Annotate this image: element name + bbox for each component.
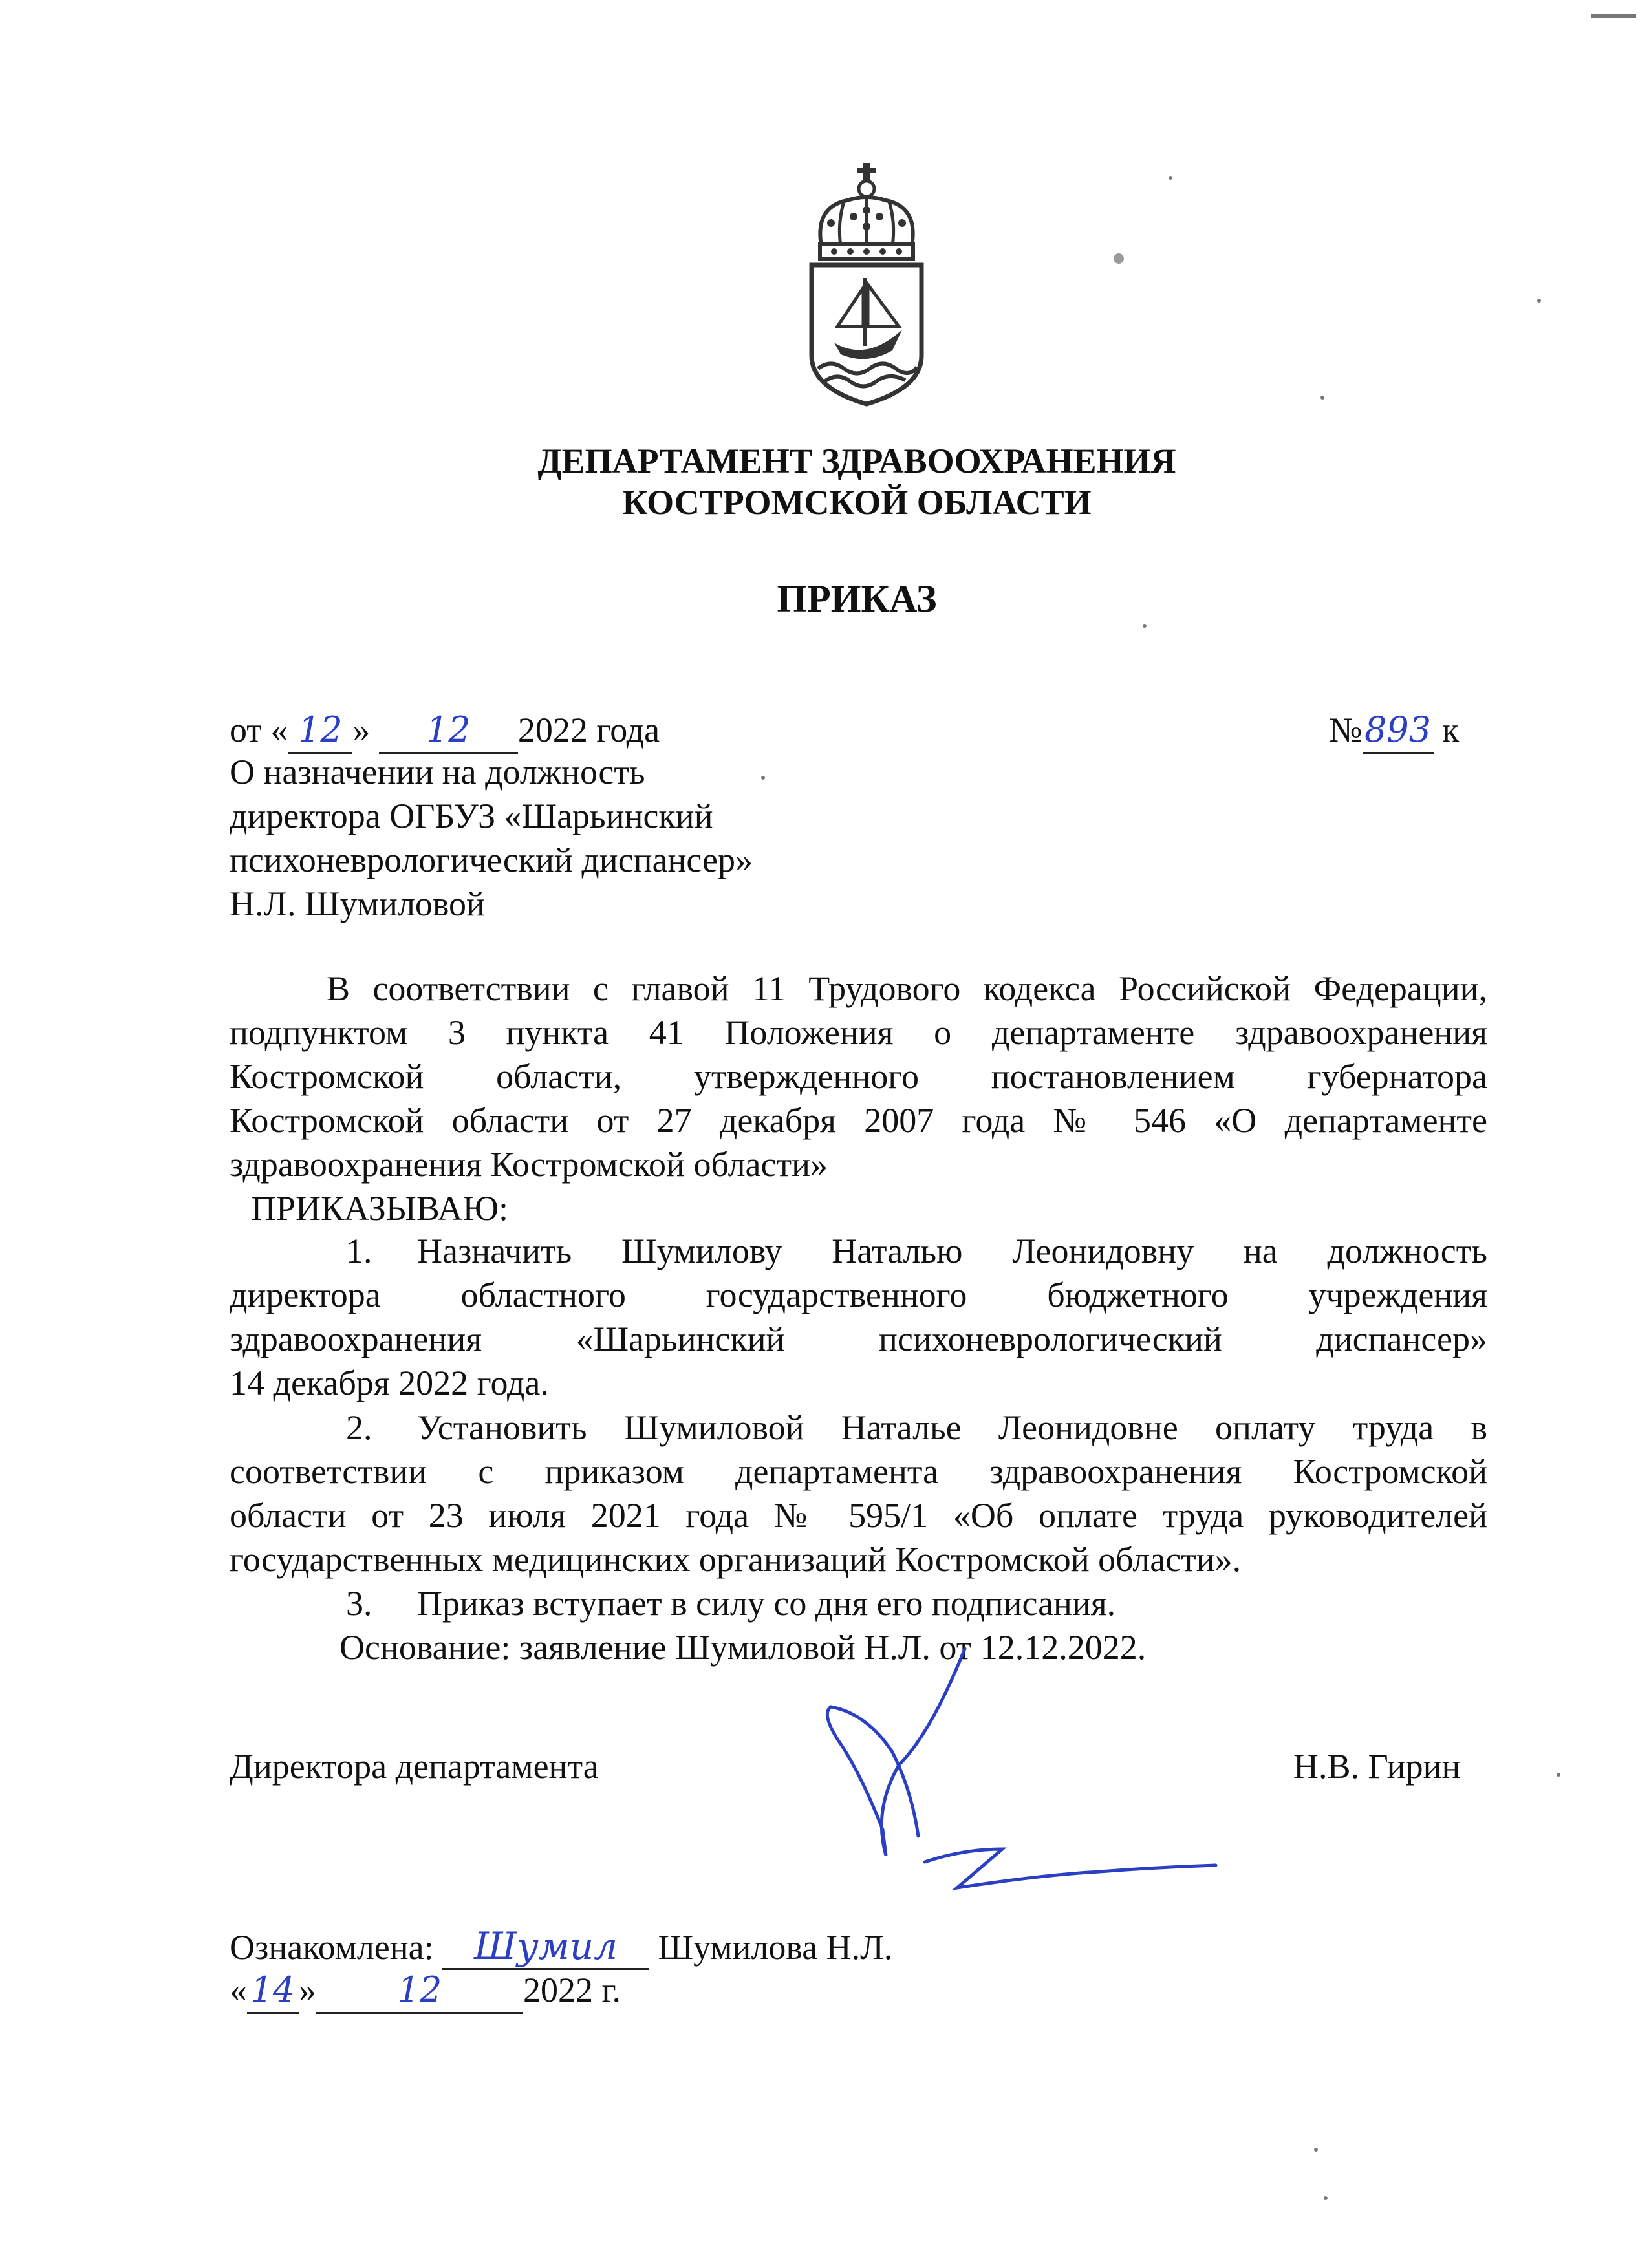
subject-line: О назначении на должность	[230, 753, 645, 791]
item-line: директора областного государственного бюджетного учреждения	[230, 1276, 1487, 1314]
number-suffix: к	[1442, 711, 1460, 749]
document-title: ПРИКАЗ	[777, 577, 937, 620]
item-line: области от 23 июля 2021 года № 595/1 «Об оплате труда руководителей	[230, 1496, 1487, 1535]
ack-year: 2022 г.	[523, 1971, 621, 2009]
ack-signature: Шумил	[442, 1924, 649, 1970]
item-line: соответствии с приказом департамента здравоохранения Костромской	[230, 1452, 1487, 1491]
signatory-position: Директора департамента	[230, 1747, 599, 1786]
order-word: ПРИКАЗЫВАЮ:	[251, 1189, 508, 1228]
date-year: 2022 года	[517, 711, 660, 749]
subject-line: Н.Л. Шумиловой	[230, 884, 485, 923]
department-name-line1: ДЕПАРТАМЕНТ ЗДРАВООХРАНЕНИЯ	[537, 442, 1176, 480]
subject-line: директора ОГБУЗ «Шарьинский	[230, 797, 713, 835]
item-line: государственных медицинских организаций Костромской области».	[230, 1540, 1242, 1579]
preamble-line: Костромской области от 27 декабря 2007 года № 546 «О департаменте	[230, 1101, 1487, 1140]
ack-date: « 14 » 12 2022 г.	[230, 1968, 621, 2014]
item-number: 2.	[346, 1408, 372, 1447]
ack-day: 14	[247, 1968, 299, 2014]
ack-month: 12	[316, 1968, 523, 2014]
item-line: Приказ вступает в силу со дня его подписания.	[417, 1584, 1116, 1623]
number-prefix: №	[1329, 711, 1363, 749]
department-name-line2: КОСТРОМСКОЙ ОБЛАСТИ	[622, 483, 1092, 522]
preamble-line: В соответствии с главой 11 Трудового кодекса Российской Федерации,	[327, 969, 1487, 1008]
date-month: 12	[379, 708, 518, 754]
item-line: здравоохранения «Шарьинский психоневрологический диспансер»	[230, 1320, 1487, 1358]
order-basis: Основание: заявление Шумиловой Н.Л. от 12.12.2022.	[339, 1628, 1147, 1667]
preamble-line: Костромской области, утвержденного постановлением губернатора	[230, 1057, 1487, 1096]
subject-line: психоневрологический диспансер»	[230, 840, 753, 879]
date-day: 12	[288, 708, 352, 754]
item-number: 1.	[346, 1232, 372, 1270]
item-line: 14 декабря 2022 года.	[230, 1364, 549, 1402]
preamble-line: подпунктом 3 пункта 41 Положения о департаменте здравоохранения	[230, 1013, 1487, 1052]
ack-label: Ознакомлена:	[230, 1928, 434, 1967]
number-value: 893	[1363, 708, 1434, 754]
item-line: Установить Шумиловой Наталье Леонидовне оплату труда в	[417, 1408, 1487, 1447]
ack-name: Шумилова Н.Л.	[658, 1928, 893, 1967]
item-number: 3.	[346, 1584, 372, 1623]
signatory-name: Н.В. Гирин	[1293, 1747, 1461, 1786]
order-date: от « 12 » 12 2022 года	[230, 708, 660, 754]
item-line: Назначить Шумилову Наталью Леонидовну на должность	[417, 1232, 1487, 1270]
date-prefix: от	[230, 711, 262, 749]
preamble-line: здравоохранения Костромской области»	[230, 1145, 828, 1184]
